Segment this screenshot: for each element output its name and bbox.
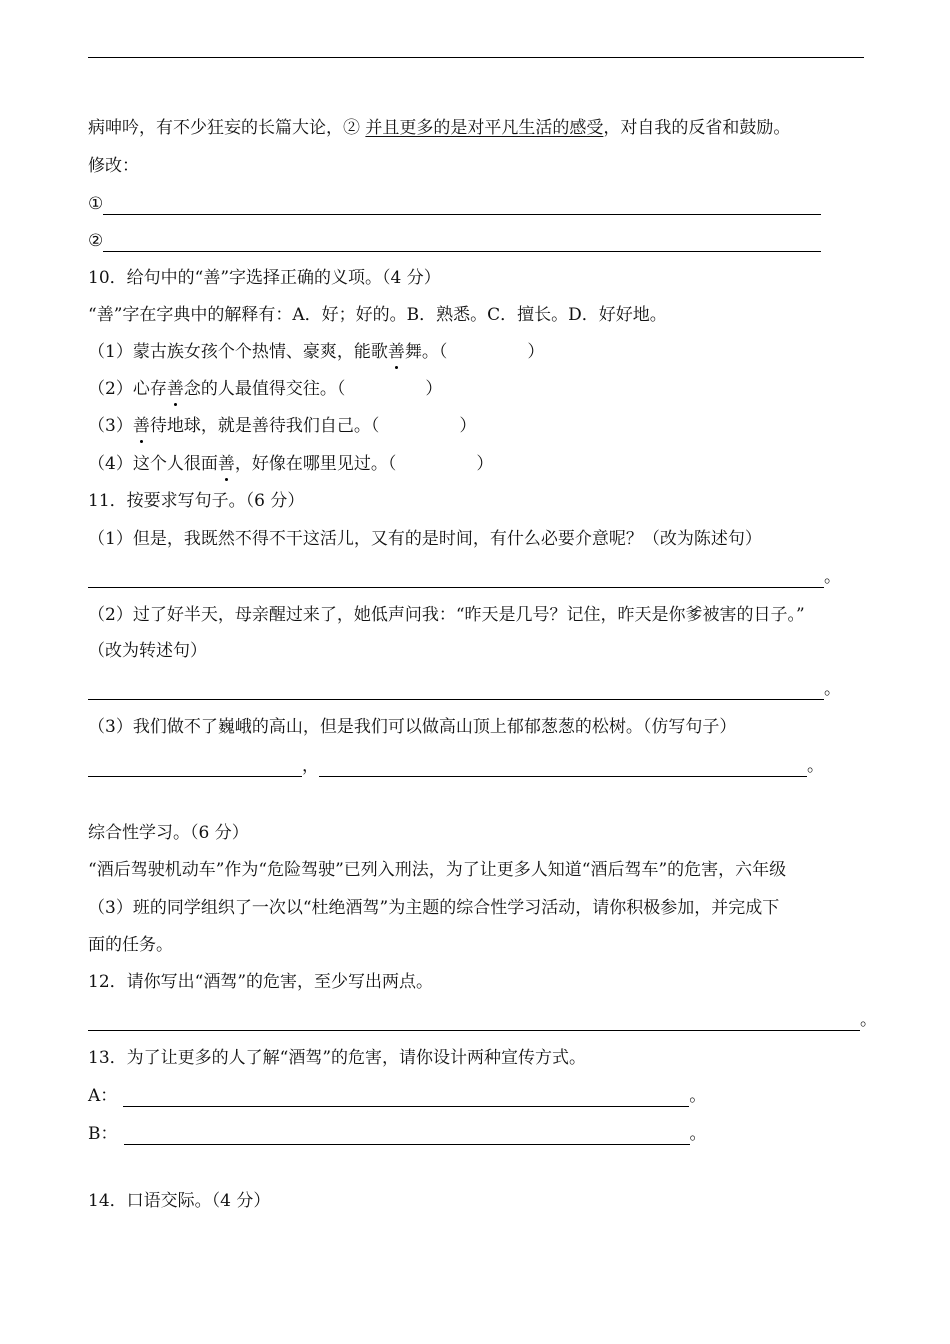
revise-label: 修改： [88, 156, 139, 176]
q10-title: 10．给句中的“善”字选择正确的义项。（4 分） [88, 268, 441, 288]
section-para-line-1: “酒后驾驶机动车”作为“危险驾驶”已列入刑法，为了让更多人知道“酒后驾车”的危害，六年级 [88, 860, 787, 880]
item-text: （3） [88, 416, 133, 436]
answer-blank[interactable] [123, 1088, 689, 1107]
q11-answer-line-1[interactable] [88, 566, 841, 588]
q13-option-a[interactable] [88, 1085, 706, 1107]
header-rule [88, 57, 864, 58]
dotted-char: 善 [132, 416, 150, 436]
dotted-char: 善 [166, 379, 184, 399]
q12-answer-line[interactable] [88, 1009, 877, 1031]
q11-sentence-2a: （2）过了好半天，母亲醒过来了，她低声问我：“昨天是几号？记住，昨天是你爹被害的日子。” [88, 605, 805, 625]
q9-sentence [88, 117, 790, 139]
comma: ， [302, 756, 319, 776]
answer-blank-right[interactable] [319, 758, 807, 777]
q11-answer-line-3[interactable] [88, 755, 824, 777]
revise-line-1[interactable] [88, 193, 821, 215]
answer-blank[interactable] [88, 1012, 860, 1031]
q11-sentence-2b: （改为转述句） [88, 641, 207, 661]
period: 。 [860, 1010, 877, 1030]
q10-item-2 [88, 378, 442, 400]
dotted-char: 善 [387, 342, 405, 362]
close-paren: ） [425, 379, 443, 399]
revise-mark-2: ② [88, 231, 104, 251]
period: 。 [824, 679, 841, 699]
q9-underlined-text: 并且更多的是对平凡生活的感受 [365, 118, 604, 138]
item-text: 舞。（ [404, 342, 448, 362]
q11-sentence-1: （1）但是，我既然不得不干这活儿，又有的是时间，有什么必要介意呢？（改为陈述句） [88, 529, 762, 549]
item-text: 念的人最值得交往。（ [183, 379, 346, 399]
section-para-line-2: （3）班的同学组织了一次以“杜绝酒驾”为主题的综合性学习活动，请你积极参加，并完成下 [88, 898, 780, 918]
q14-title: 14．口语交际。（4 分） [88, 1191, 271, 1211]
q10-item-1 [88, 341, 544, 363]
period: 。 [689, 1124, 707, 1144]
q11-sentence-3: （3）我们做不了巍峨的高山，但是我们可以做高山顶上郁郁葱葱的松树。（仿写句子） [88, 717, 737, 737]
period: 。 [689, 1086, 707, 1106]
close-paren: ） [476, 454, 494, 474]
item-text: 待地球，就是善待我们自己。（ [149, 416, 380, 436]
answer-blank[interactable] [103, 233, 821, 252]
dotted-char: 善 [217, 454, 235, 474]
answer-blank[interactable] [124, 1126, 690, 1145]
item-text: （2）心存 [88, 379, 167, 399]
q11-title: 11．按要求写句子。（6 分） [88, 491, 305, 511]
answer-blank[interactable] [103, 196, 821, 215]
section-title: 综合性学习。（6 分） [88, 823, 249, 843]
q10-item-3 [88, 415, 476, 437]
option-b-label: B： [88, 1124, 118, 1144]
section-para-line-3: 面的任务。 [88, 935, 173, 955]
q9-text-pre: 病呻吟，有不少狂妄的长篇大论，② [88, 118, 366, 138]
q10-definitions: “善”字在字典中的解释有：A．好；好的。B．熟悉。C．擅长。D．好好地。 [88, 305, 667, 325]
q11-answer-line-2[interactable] [88, 678, 841, 700]
item-text: （4）这个人很面 [88, 454, 218, 474]
revise-mark-1: ① [88, 194, 104, 214]
period: 。 [824, 567, 841, 587]
q13-title: 13．为了让更多的人了解“酒驾”的危害，请你设计两种宣传方式。 [88, 1048, 587, 1068]
q9-text-post: ，对自我的反省和鼓励。 [603, 118, 791, 138]
item-text: （1）蒙古族女孩个个热情、豪爽，能歌 [88, 342, 388, 362]
option-a-label: A： [88, 1086, 118, 1106]
item-text: ，好像在哪里见过。（ [234, 454, 397, 474]
q12-title: 12．请你写出“酒驾”的危害，至少写出两点。 [88, 972, 434, 992]
q13-option-b[interactable] [88, 1123, 707, 1145]
answer-blank-left[interactable] [88, 758, 302, 777]
period: 。 [807, 756, 824, 776]
revise-line-2[interactable] [88, 230, 821, 252]
answer-blank[interactable] [88, 681, 824, 700]
q10-item-4 [88, 453, 493, 475]
close-paren: ） [459, 416, 477, 436]
close-paren: ） [527, 342, 545, 362]
answer-blank[interactable] [88, 569, 824, 588]
